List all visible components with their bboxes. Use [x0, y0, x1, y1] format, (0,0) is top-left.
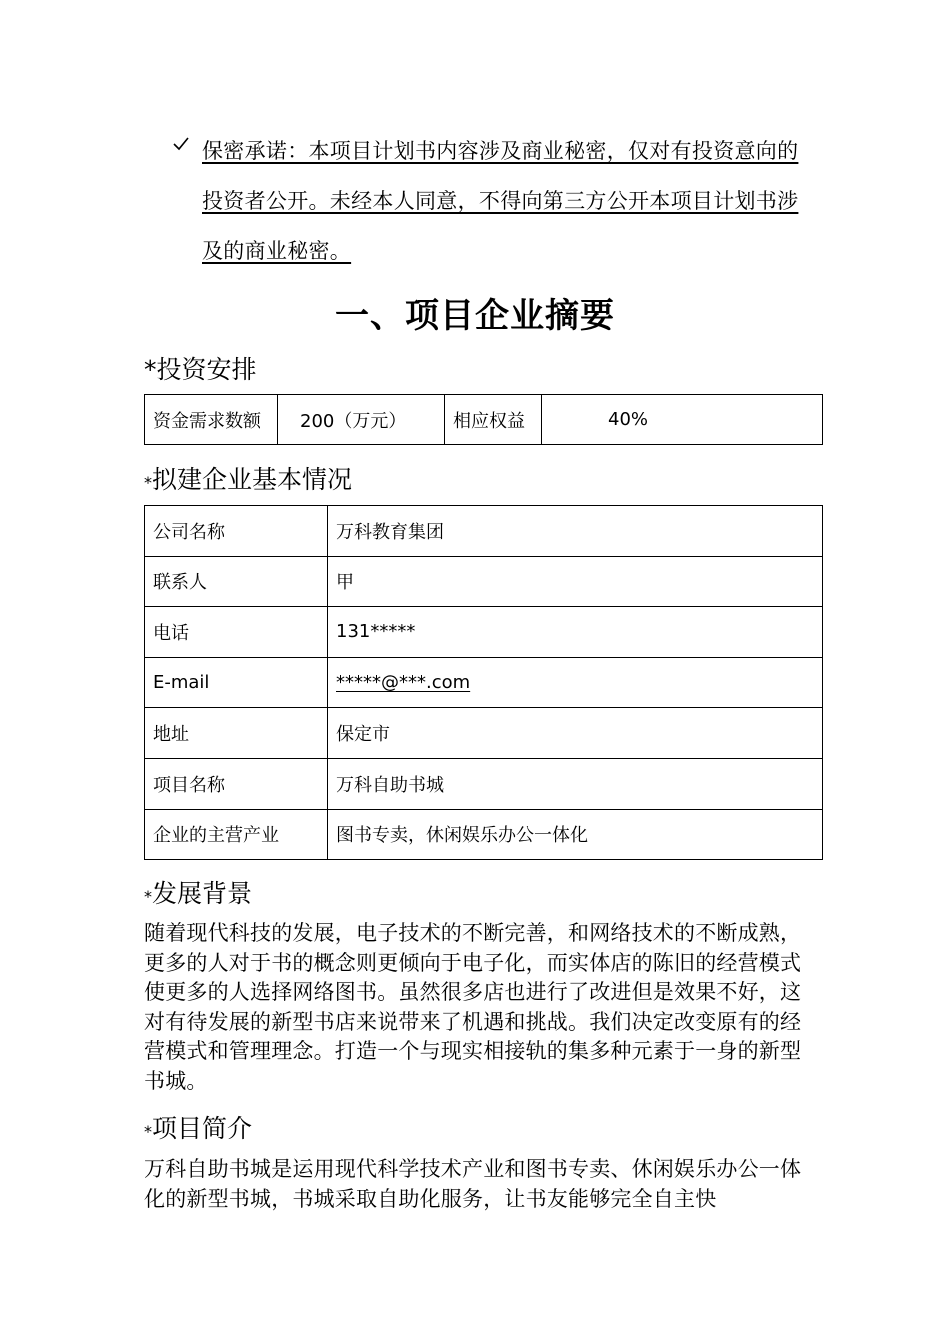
- background-heading-text: 发展背景: [152, 879, 253, 908]
- row-value: 万科自助书城: [328, 758, 823, 809]
- row-value: 图书专卖，休闲娱乐办公一体化: [328, 809, 823, 860]
- heading-star: *: [144, 355, 157, 384]
- row-label: 企业的主营产业: [145, 809, 328, 860]
- row-value: 万科教育集团: [328, 506, 823, 557]
- background-heading: [144, 874, 252, 910]
- heading-star: *: [144, 1122, 152, 1141]
- row-label: E-mail: [145, 657, 328, 708]
- background-paragraph: 随着现代科技的发展，电子技术的不断完善，和网络技术的不断成熟，更多的人对于书的概念则更倾向于电子化，而实体店的陈旧的经营模式使更多的人选择网络图书。虽然很多店也进行了改进但是效果不好，这对有待发展的新型书店来说带来了机遇和挑战。我们决定改变原有的经营模式和管理理念。打造一个与现实相接轨的集多种元素于一身的新型书城。: [144, 921, 802, 1093]
- row-label: 公司名称: [145, 506, 328, 557]
- row-label: 联系人: [145, 556, 328, 607]
- investment-heading: [144, 350, 257, 386]
- row-value: 保定市: [328, 708, 823, 759]
- equity-label: 相应权益: [445, 395, 542, 445]
- equity-value: 40%: [542, 395, 823, 445]
- page-title: 一、项目企业摘要: [335, 296, 615, 336]
- table-row: [145, 708, 823, 759]
- row-value: 甲: [328, 556, 823, 607]
- company-heading: [144, 460, 352, 496]
- heading-star: *: [144, 887, 152, 906]
- intro-paragraph: 万科自助书城是运用现代科学技术产业和图书专卖、休闲娱乐办公一体化的新型书城，书城采取自助化服务，让书友能够完全自主快: [144, 1157, 802, 1211]
- intro-heading-text: 项目简介: [152, 1114, 253, 1143]
- confidentiality-text: 保密承诺：本项目计划书内容涉及商业秘密，仅对有投资意向的投资者公开。未经本人同意，不得向第三方公开本项目计划书涉及的商业秘密。: [202, 139, 799, 263]
- table-row: [145, 395, 823, 445]
- email-link[interactable]: *****@***.com: [336, 672, 471, 694]
- row-label: 地址: [145, 708, 328, 759]
- table-row: [145, 607, 823, 658]
- table-row: [145, 657, 823, 708]
- row-value: [328, 657, 823, 708]
- row-label: 电话: [145, 607, 328, 658]
- table-row: [145, 556, 823, 607]
- funding-label: 资金需求数额: [145, 395, 278, 445]
- table-row: [145, 758, 823, 809]
- confidentiality-notice: [172, 126, 812, 276]
- investment-heading-text: 投资安排: [156, 355, 257, 384]
- company-heading-text: 拟建企业基本情况: [152, 465, 353, 494]
- row-value: 131*****: [328, 607, 823, 658]
- heading-star: *: [144, 473, 152, 492]
- check-icon: [172, 135, 190, 153]
- company-info-table: [144, 505, 823, 860]
- row-label: 项目名称: [145, 758, 328, 809]
- intro-heading: [144, 1109, 252, 1145]
- table-row: [145, 809, 823, 860]
- investment-table: [144, 394, 823, 445]
- table-row: [145, 506, 823, 557]
- funding-value: 200（万元）: [278, 395, 445, 445]
